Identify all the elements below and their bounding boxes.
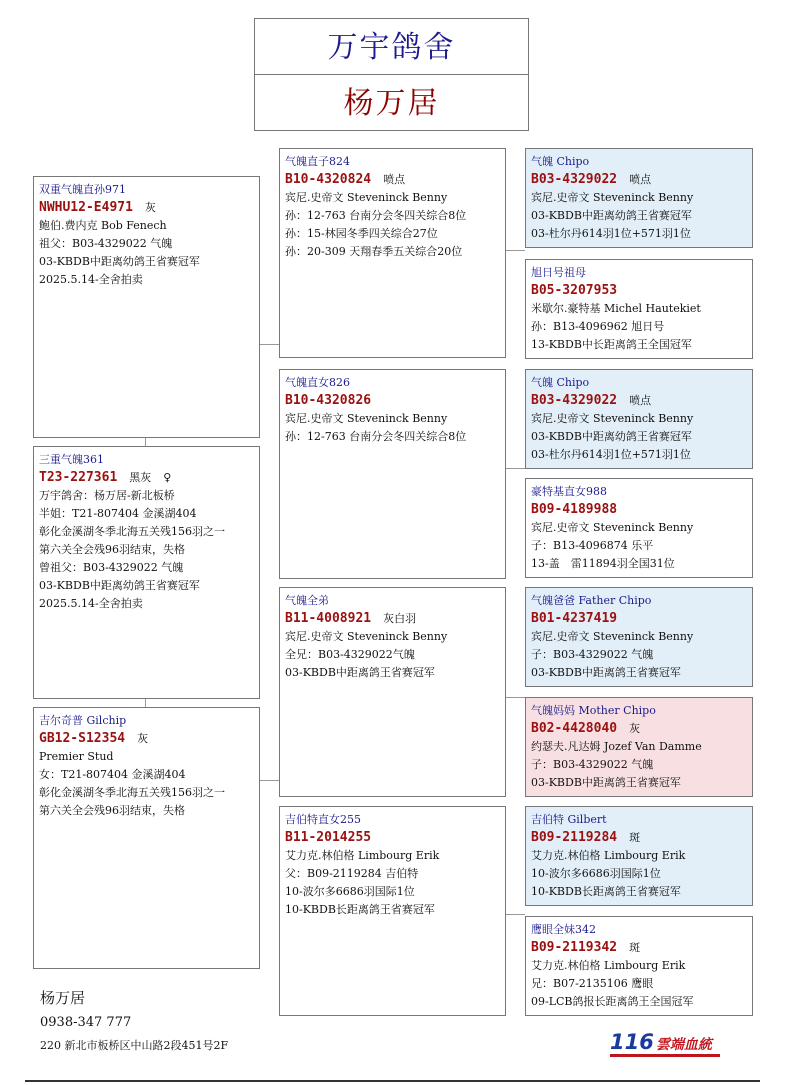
pigeon-name: 三重气魄361 — [39, 453, 104, 466]
info-line: 半姐：T21-807404 金溪湖404 — [39, 507, 197, 520]
info-line: 祖父：B03-4329022 气魄 — [39, 237, 173, 250]
pigeon-color: 灰 — [137, 732, 149, 745]
info-line: 艾力克.林伯格 Limbourg Erik — [531, 959, 686, 972]
pigeon-color: 黑灰 — [129, 471, 152, 484]
info-line: 03-KBDB中距离鸽王省赛冠军 — [285, 666, 435, 679]
ring-number: B09-2119342 斑 — [531, 940, 641, 955]
info-line: 2025.5.14-全舍拍卖 — [39, 273, 143, 286]
pigeon-color: 斑 — [629, 941, 641, 954]
info-line: 宾尼.史帝文 Steveninck Benny — [531, 630, 694, 643]
info-line: 父：B09-2119284 吉伯特 — [285, 867, 419, 880]
info-line: 子：B03-4329022 气魄 — [531, 758, 654, 771]
info-line: 10-波尔多6686羽国际1位 — [531, 867, 661, 880]
contact-phone: 0938-347 777 — [40, 1015, 132, 1030]
info-line: 第六关全会残96羽结束，失格 — [39, 804, 185, 817]
info-line: Premier Stud — [39, 750, 114, 763]
info-line: 米歇尔.豪特基 Michel Hautekiet — [531, 302, 701, 315]
info-line: 03-KBDB中距离幼鸽王省赛冠军 — [39, 579, 200, 592]
pigeon-color: 灰 — [629, 722, 641, 735]
info-line: 03-KBDB中距离幼鸽王省赛冠军 — [39, 255, 200, 268]
contact-address: 220 新北市板桥区中山路2段451号2F — [40, 1039, 229, 1052]
info-line: 宾尼.史帝文 Steveninck Benny — [531, 412, 694, 425]
info-line: 03-杜尔丹614羽1位+571羽1位 — [531, 448, 691, 461]
sire-box[interactable] — [279, 148, 506, 358]
info-line: 03-KBDB中距离幼鸽王省赛冠军 — [531, 430, 692, 443]
pigeon-name: 气魄 Chipo — [531, 376, 590, 389]
grandparent-box[interactable] — [279, 806, 506, 1016]
ancestor-box[interactable] — [525, 148, 753, 248]
info-line: 万宇鸽舍：杨万居-新北板桥 — [39, 489, 175, 502]
info-line: 孙：12-763 台南分会冬四关综合8位 — [285, 209, 467, 222]
connector — [259, 344, 279, 345]
ancestor-box[interactable] — [525, 697, 753, 797]
info-line: 彰化金溪湖冬季北海五关残156羽之一 — [39, 525, 225, 538]
bottom-divider — [25, 1080, 760, 1082]
info-line: 孙：15-林园冬季四关综合27位 — [285, 227, 438, 240]
info-line: 宾尼.史帝文 Steveninck Benny — [531, 521, 694, 534]
info-line: 宾尼.史帝文 Steveninck Benny — [285, 630, 448, 643]
info-line: 03-KBDB中距离鸽王省赛冠军 — [531, 666, 681, 679]
pigeon-color: 喷点 — [629, 173, 652, 186]
info-line: 宾尼.史帝文 Steveninck Benny — [285, 412, 448, 425]
info-line: 09-LCB鸽报长距离鸽王全国冠军 — [531, 995, 694, 1008]
info-line: 子：B03-4329022 气魄 — [531, 648, 654, 661]
contact-name: 杨万居 — [40, 989, 86, 1007]
logo-text: 雲端血統 — [655, 1037, 712, 1053]
info-line: 13-盖 雷11894羽全国31位 — [531, 557, 675, 570]
pigeon-name: 鹰眼全妹342 — [531, 923, 596, 936]
ring-number: B03-4329022 喷点 — [531, 393, 652, 408]
pigeon-color: 喷点 — [383, 173, 406, 186]
gilchip-box[interactable] — [33, 707, 260, 969]
info-line: 孙：20-309 天翔春季五关综合20位 — [285, 245, 463, 258]
info-line: 宾尼.史帝文 Steveninck Benny — [531, 191, 694, 204]
connector — [505, 468, 525, 469]
info-line: 全兄：B03-4329022气魄 — [285, 648, 415, 661]
grandparent-box[interactable] — [279, 587, 506, 797]
info-line: 彰化金溪湖冬季北海五关残156羽之一 — [39, 786, 225, 799]
pigeon-name: 气魄直子824 — [285, 155, 350, 168]
ring-number: GB12-S12354 灰 — [39, 731, 149, 746]
connector — [505, 250, 525, 251]
ring-number: NWHU12-E4971 灰 — [39, 200, 156, 215]
ring-number: B05-3207953 — [531, 283, 618, 298]
ring-number: B10-4320826 — [285, 393, 372, 408]
brand-logo[interactable] — [610, 1030, 712, 1058]
pigeon-name: 气魄全弟 — [285, 594, 329, 607]
ring-number: B01-4237419 — [531, 611, 618, 626]
ring-number: B10-4320824 喷点 — [285, 172, 406, 187]
sex-icon: ♀ — [163, 471, 172, 484]
owner-title: 杨万居 — [254, 74, 529, 131]
connector — [145, 437, 146, 446]
info-line: 03-KBDB中距离鸽王省赛冠军 — [531, 776, 681, 789]
info-line: 宾尼.史帝文 Steveninck Benny — [285, 191, 448, 204]
ring-number: B02-4428040 灰 — [531, 721, 641, 736]
ancestor-box[interactable] — [525, 259, 753, 359]
ancestor-box[interactable] — [525, 369, 753, 469]
pigeon-color: 灰白羽 — [383, 612, 417, 625]
pigeon-name: 双重气魄直孙971 — [39, 183, 126, 196]
info-line: 10-KBDB长距离鸽王省赛冠军 — [531, 885, 681, 898]
connector — [259, 780, 279, 781]
ancestor-box[interactable] — [525, 478, 753, 578]
ring-number: B09-2119284 斑 — [531, 830, 641, 845]
ancestor-box[interactable] — [525, 806, 753, 906]
ancestor-box[interactable] — [525, 916, 753, 1016]
dam-box[interactable] — [33, 446, 260, 699]
ring-number: T23-227361 黑灰 ♀ — [39, 470, 172, 485]
info-line: 2025.5.14-全舍拍卖 — [39, 597, 143, 610]
connector — [505, 697, 525, 698]
pigeon-name: 吉伯特 Gilbert — [531, 813, 607, 826]
info-line: 艾力克.林伯格 Limbourg Erik — [531, 849, 686, 862]
subject-box[interactable] — [33, 176, 260, 438]
info-line: 鲍伯.费内克 Bob Fenech — [39, 219, 167, 232]
pigeon-name: 气魄直女826 — [285, 376, 350, 389]
info-line: 13-KBDB中长距离鸽王全国冠军 — [531, 338, 692, 351]
info-line: 10-KBDB长距离鸽王省赛冠军 — [285, 903, 435, 916]
ring-number: B03-4329022 喷点 — [531, 172, 652, 187]
ring-number: B09-4189988 — [531, 502, 618, 517]
info-line: 约瑟夫.凡达姆 Jozef Van Damme — [531, 740, 702, 753]
contact-block — [40, 985, 228, 1057]
pigeon-name: 吉尔奇普 Gilchip — [39, 714, 127, 727]
info-line: 曾祖父：B03-4329022 气魄 — [39, 561, 184, 574]
pigeon-color: 灰 — [144, 201, 156, 214]
info-line: 孙：12-763 台南分会冬四关综合8位 — [285, 430, 467, 443]
connector — [145, 698, 146, 707]
info-line: 03-杜尔丹614羽1位+571羽1位 — [531, 227, 691, 240]
logo-underline — [610, 1054, 720, 1057]
logo-number: 116 — [610, 1030, 654, 1054]
info-line: 第六关全会残96羽结束，失格 — [39, 543, 185, 556]
pigeon-color: 斑 — [629, 831, 641, 844]
info-line: 艾力克.林伯格 Limbourg Erik — [285, 849, 440, 862]
pigeon-color: 喷点 — [629, 394, 652, 407]
pigeon-name: 气魄 Chipo — [531, 155, 590, 168]
pigeon-name: 吉伯特直女255 — [285, 813, 361, 826]
info-line: 03-KBDB中距离幼鸽王省赛冠军 — [531, 209, 692, 222]
info-line: 10-波尔多6686羽国际1位 — [285, 885, 415, 898]
info-line: 孙：B13-4096962 旭日号 — [531, 320, 665, 333]
connector — [505, 914, 525, 915]
info-line: 兄：B07-2135106 鹰眼 — [531, 977, 654, 990]
pigeon-name: 豪特基直女988 — [531, 485, 607, 498]
loft-title: 万宇鸽舍 — [254, 18, 529, 75]
ring-number: B11-2014255 — [285, 830, 372, 845]
ring-number: B11-4008921 灰白羽 — [285, 611, 417, 626]
pigeon-name: 气魄妈妈 Mother Chipo — [531, 704, 656, 717]
info-line: 女：T21-807404 金溪湖404 — [39, 768, 186, 781]
pigeon-name: 气魄爸爸 Father Chipo — [531, 594, 652, 607]
ancestor-box[interactable] — [525, 587, 753, 687]
pigeon-name: 旭日号祖母 — [531, 266, 586, 279]
grandparent-box[interactable] — [279, 369, 506, 579]
info-line: 子：B13-4096874 乐平 — [531, 539, 654, 552]
